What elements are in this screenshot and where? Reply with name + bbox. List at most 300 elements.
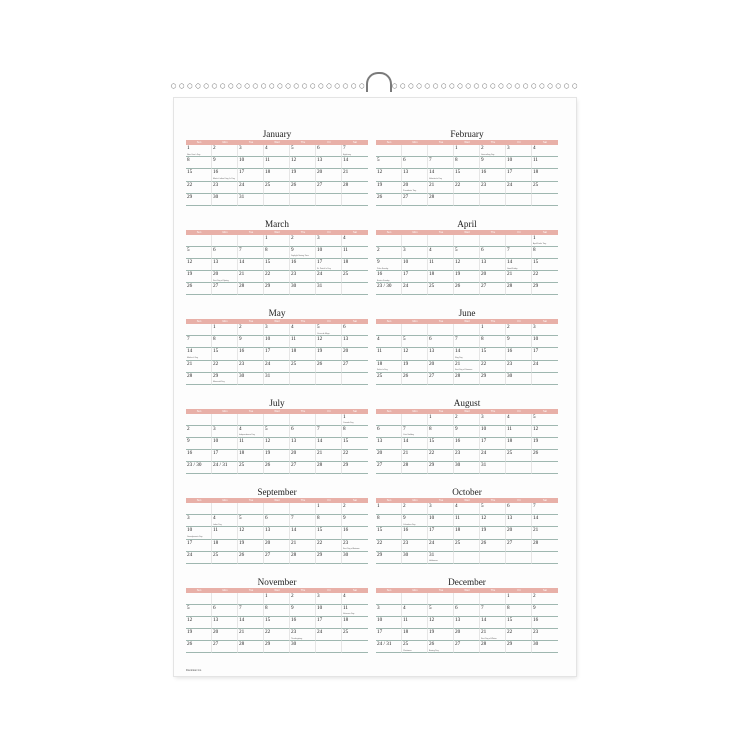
day-cell [402,540,428,552]
day-cell [376,552,402,564]
day-cell [506,373,532,385]
day-number: 6 [213,604,216,611]
day-number: 4 [213,515,216,522]
day-number: 26 [291,181,297,188]
day-cell [290,629,316,641]
day-number: 8 [187,157,190,164]
day-cell [376,414,402,426]
day-number: 27 [213,283,219,290]
weekday-label: Wed [464,588,470,592]
day-cell [212,593,238,605]
day-cell [238,283,264,295]
day-cell [506,540,532,552]
day-number: 23 / 30 [187,462,202,469]
day-cell [212,145,238,157]
day-cell [376,527,402,539]
day-cell [532,194,558,206]
day-cell [316,235,342,247]
day-number: 4 [343,592,346,599]
day-cell [402,373,428,385]
day-cell [290,426,316,438]
day-number: 3 [239,145,242,151]
day-cell [454,462,480,474]
day-cell [480,450,506,462]
day-number: 8 [455,157,458,164]
holiday-label: Veterans Day [343,613,355,616]
day-number: 21 [533,527,539,534]
day-cell [402,157,428,169]
holiday-label: Canada Day [343,422,354,425]
day-cell [342,414,368,426]
day-cell [454,169,480,181]
weekday-label: Tue [248,588,254,592]
day-cell [264,438,290,450]
day-number: 18 [213,539,219,546]
day-cell [402,462,428,474]
holiday-label: Independence Day [239,434,255,437]
day-number: 20 [213,271,219,278]
day-number: 24 [533,360,539,367]
day-cell [316,629,342,641]
day-cell [212,605,238,617]
day-cell [402,414,428,426]
day-cell [376,641,402,653]
day-cell [506,361,532,373]
day-cell [212,629,238,641]
day-number: 14 [291,527,297,534]
day-cell [428,527,454,539]
month-title: January [262,129,292,139]
day-cell [480,462,506,474]
day-number: 30 [403,551,409,558]
day-cell [238,414,264,426]
month-may [186,307,368,397]
day-number: 6 [429,336,432,343]
day-number: 26 [187,283,193,290]
day-cell [186,271,212,283]
day-number: 15 [507,616,513,623]
day-number: 11 [377,348,382,355]
day-cell [264,462,290,474]
day-cell [186,336,212,348]
day-cell [264,235,290,247]
day-cell [316,527,342,539]
day-cell [376,336,402,348]
day-number: 26 [455,283,461,290]
day-cell [342,641,368,653]
day-number: 25 [291,360,297,367]
day-cell [264,169,290,181]
day-number: 12 [291,157,297,164]
day-cell [186,145,212,157]
day-cell [290,552,316,564]
day-number: 12 [377,169,383,176]
day-number: 22 [429,450,435,457]
day-number: 10 [187,527,193,534]
day-cell [342,259,368,271]
day-cell [342,462,368,474]
holiday-label: New Year's Day [187,153,201,156]
day-cell [264,271,290,283]
day-number: 10 [213,437,219,444]
weekday-label: Fri [517,588,521,592]
day-cell [480,145,506,157]
day-cell [402,641,428,653]
day-number: 18 [343,616,349,623]
day-number: 13 [377,437,383,444]
day-cell [212,235,238,247]
day-number: 8 [343,425,346,432]
day-cell [532,283,558,295]
day-number: 2 [213,145,216,151]
day-number: 12 [187,616,193,623]
day-cell [454,157,480,169]
day-number: 8 [213,336,216,343]
day-number: 7 [429,157,432,164]
weekday-label: Wed [464,320,470,323]
day-number: 24 [317,271,323,278]
day-number: 12 [455,258,461,265]
day-number: 12 [481,515,487,522]
day-cell [186,157,212,169]
day-cell [506,503,532,515]
day-cell [376,629,402,641]
day-number: 23 [239,360,245,367]
holiday-label: Good Friday [507,267,518,270]
day-cell [506,593,532,605]
day-cell [290,605,316,617]
day-number: 20 [265,539,271,546]
day-number: 28 [239,641,245,648]
holiday-label: Valentine's Day [429,178,442,181]
month-june [376,307,558,397]
day-number: 31 [239,193,245,200]
day-number: 25 [507,450,513,457]
day-cell [290,169,316,181]
day-cell [212,617,238,629]
day-cell [506,259,532,271]
holiday-label: Palm Sunday [377,267,389,270]
day-number: 19 [533,437,539,444]
day-grid [186,324,368,385]
weekday-label: Sat [543,230,547,234]
day-number: 10 [533,336,539,343]
day-cell [186,450,212,462]
day-cell [376,540,402,552]
day-cell [186,361,212,373]
day-number: 19 [429,629,435,636]
day-number: 9 [291,604,294,611]
day-number: 17 [481,437,487,444]
day-cell [264,373,290,385]
day-cell [532,271,558,283]
weekday-label: Sat [353,588,357,592]
day-number: 5 [455,246,458,253]
day-cell [376,373,402,385]
day-number: 22 [317,539,323,546]
day-cell [264,426,290,438]
day-number: 21 [317,450,323,457]
day-cell [264,414,290,426]
day-number: 8 [533,246,536,253]
day-cell [480,373,506,385]
day-cell [532,361,558,373]
day-number: 18 [377,360,383,367]
day-cell [376,593,402,605]
day-cell [454,426,480,438]
day-cell [532,414,558,426]
day-cell [238,361,264,373]
day-cell [532,373,558,385]
weekday-label: Wed [464,499,470,502]
day-cell [342,145,368,157]
day-number: 29 [343,462,349,469]
day-cell [264,247,290,259]
day-number: 17 [403,271,409,278]
day-cell [264,641,290,653]
day-cell [454,194,480,206]
day-cell [238,324,264,336]
day-cell [316,157,342,169]
day-cell [290,283,316,295]
day-cell [212,182,238,194]
weekday-label: Mon [222,409,228,413]
day-cell [264,194,290,206]
day-number: 22 [213,360,219,367]
day-grid [186,414,368,475]
day-number: 26 [239,551,245,558]
day-number: 20 [481,271,487,278]
day-number: 2 [239,324,242,330]
day-cell [342,324,368,336]
holiday-label: Civic Holiday [403,434,414,437]
day-cell [316,503,342,515]
day-number: 13 [291,437,297,444]
day-cell [264,605,290,617]
day-cell [532,336,558,348]
day-number: 1 [187,145,190,151]
weekday-label: Mon [412,141,418,144]
day-number: 5 [265,425,268,432]
day-cell [480,629,506,641]
day-cell [506,235,532,247]
day-number: 8 [481,336,484,343]
day-cell [532,527,558,539]
weekday-label: Thu [300,499,306,502]
day-cell [376,259,402,271]
day-number: 21 [403,450,409,457]
day-number: 9 [403,515,406,522]
day-cell [238,348,264,360]
day-number: 29 [507,641,513,648]
holiday-label: Martin Luther King Jr. Day [213,178,235,181]
day-number: 18 [265,169,271,176]
day-cell [186,414,212,426]
day-number: 22 [377,539,383,546]
day-number: 9 [291,246,294,253]
day-number: 1 [343,413,346,420]
day-cell [480,157,506,169]
day-cell [376,271,402,283]
day-number: 4 [377,336,380,343]
day-number: 17 [429,527,435,534]
weekday-label: Wed [274,499,280,502]
day-number: 5 [481,503,484,509]
weekday-label: Sun [386,320,392,323]
day-number: 13 [481,258,487,265]
day-cell [480,259,506,271]
day-cell [186,629,212,641]
holiday-label: Columbus Day [403,523,416,526]
day-cell [428,605,454,617]
day-number: 2 [343,503,346,509]
day-cell [402,145,428,157]
day-cell [480,527,506,539]
day-cell [238,515,264,527]
day-number: 26 [481,539,487,546]
day-cell [428,462,454,474]
holiday-label: First Day of Winter [481,637,497,640]
weekday-label: Sat [543,141,547,144]
day-grid [376,593,558,654]
day-cell [316,145,342,157]
day-cell [342,336,368,348]
day-number: 5 [291,145,294,151]
day-cell [264,336,290,348]
day-cell [186,515,212,527]
day-grid [186,503,368,564]
day-cell [402,336,428,348]
day-cell [316,617,342,629]
day-cell [480,641,506,653]
day-number: 28 [317,462,323,469]
day-number: 5 [403,336,406,343]
day-number: 21 [187,360,193,367]
holiday-label: Mother's Day [187,357,199,360]
day-number: 10 [239,157,245,164]
day-cell [402,169,428,181]
day-cell [186,169,212,181]
day-cell [454,373,480,385]
day-number: 28 [343,181,349,188]
weekday-label: Sat [543,409,547,413]
day-number: 2 [403,503,406,509]
day-number: 6 [403,157,406,164]
day-cell [532,259,558,271]
day-cell [428,194,454,206]
day-cell [454,271,480,283]
weekday-label: Mon [412,499,418,502]
day-number: 24 [403,283,409,290]
day-grid [376,503,558,564]
weekday-label: Thu [300,320,306,323]
day-number: 3 [429,503,432,509]
day-cell [480,324,506,336]
day-number: 2 [507,324,510,330]
weekday-label: Tue [248,141,254,144]
day-number: 15 [317,527,323,534]
day-cell [480,348,506,360]
weekday-label: Sat [543,320,547,323]
weekday-label: Tue [438,320,444,323]
day-number: 11 [213,527,218,534]
day-cell [342,235,368,247]
day-cell [402,605,428,617]
day-grid [186,145,368,206]
day-cell [376,605,402,617]
day-cell [316,361,342,373]
day-cell [402,527,428,539]
day-cell [186,527,212,539]
weekday-label: Sun [196,230,202,234]
day-cell [290,450,316,462]
day-cell [186,593,212,605]
day-number: 7 [291,515,294,522]
day-cell [532,617,558,629]
day-number: 1 [265,234,268,241]
holiday-label: Father's Day [377,369,388,372]
day-number: 21 [239,629,245,636]
day-cell [402,348,428,360]
day-number: 1 [213,324,216,330]
day-cell [212,247,238,259]
day-cell [428,373,454,385]
day-number: 7 [455,336,458,343]
month-title: November [257,576,297,587]
day-cell [238,373,264,385]
day-number: 23 / 30 [377,283,392,290]
day-number: 25 [455,539,461,546]
holiday-label: Boxing Day [429,649,439,652]
day-number: 13 [403,169,409,176]
day-number: 19 [317,348,323,355]
day-number: 10 [507,157,513,164]
month-september [186,486,368,576]
weekday-label: Wed [274,588,280,592]
day-number: 25 [239,462,245,469]
day-number: 22 [455,181,461,188]
day-number: 26 [317,360,323,367]
day-cell [376,348,402,360]
day-cell [428,438,454,450]
day-cell [454,361,480,373]
day-number: 15 [213,348,219,355]
day-number: 30 [533,641,539,648]
holiday-label: Labor Day [213,523,222,526]
day-number: 13 [213,258,219,265]
day-cell [506,271,532,283]
weekday-label: Tue [438,499,444,502]
day-number: 20 [403,181,409,188]
day-number: 23 [507,360,513,367]
day-number: 23 [403,539,409,546]
day-number: 16 [343,527,349,534]
day-cell [342,593,368,605]
day-number: 4 [239,425,242,432]
day-cell [532,515,558,527]
day-cell [454,515,480,527]
day-cell [186,617,212,629]
month-title: May [268,308,286,318]
hanger-hook [366,72,392,92]
day-cell [454,259,480,271]
day-number: 1 [265,592,268,599]
day-cell [454,450,480,462]
day-number: 15 [455,169,461,176]
day-number: 15 [187,169,193,176]
day-cell [238,450,264,462]
day-number: 22 [343,450,349,457]
